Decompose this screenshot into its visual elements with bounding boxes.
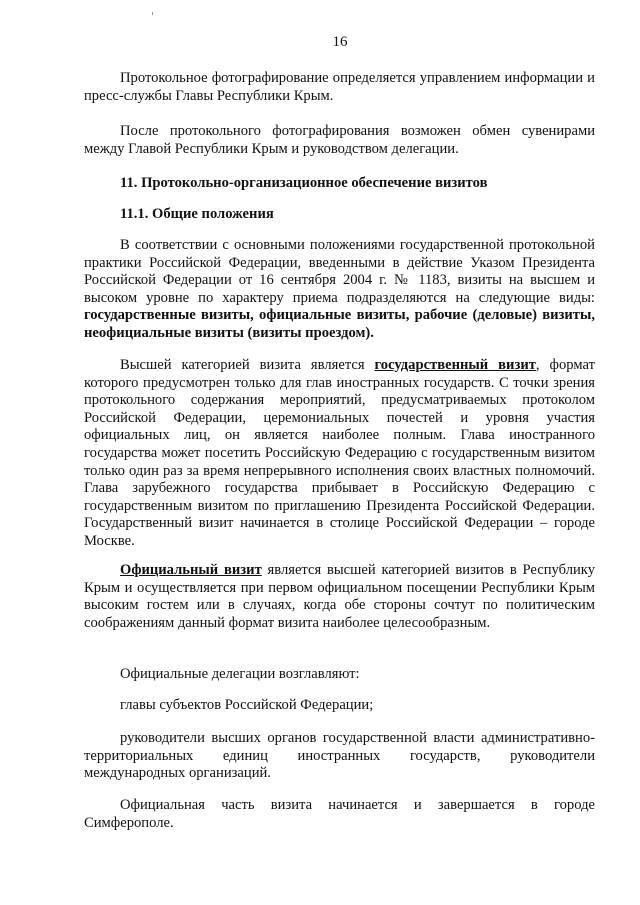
paragraph-authorities: руководители высших органов государственной власти административно-территориальных единиц иностранных государств, руководители международных организаций.: [84, 730, 595, 782]
state-visit-intro: Высшей категорией визита является: [120, 357, 375, 373]
page-number: 16: [332, 34, 348, 50]
visit-types-list: государственные визиты, официальные визиты, рабочие (деловые) визиты, неофициальные визиты (визиты проездом).: [84, 307, 595, 341]
section-heading-text: 11. Протокольно-организационное обеспечение визитов: [120, 175, 488, 191]
paragraph-state-visit: [84, 357, 595, 551]
section-heading: [84, 175, 595, 193]
subsection-heading: [84, 206, 595, 224]
subsection-heading-text: 11.1. Общие положения: [120, 206, 274, 222]
state-visit-body: , формат которого предусмотрен только для глав иностранных государств. С точки зрения протокольного содержания мероприятий, предусматриваемых протоколом Российской Федерации, церемониальных почестей и уровня участия официальных лиц, он является наиболее полным. Глава иностранного государства может посетить Российскую Федерацию с государственным визитом только один раз за время непрерывного исполнения своих властных полномочий. Глава зарубежного государства прибывает в Российскую Федерацию с государственным визитом по приглашению Президента Российской Федерации. Государственный визит начинается в столице Российской Федерации – городе Москве.: [84, 357, 595, 549]
paragraph-delegations-led: Официальные делегации возглавляют:: [120, 666, 360, 682]
paragraph-simferopol: Официальная часть визита начинается и завершается в городе Симферополе.: [84, 797, 595, 831]
paragraph-photography: Протокольное фотографирование определяется управлением информации и пресс-службы Главы Республики Крым.: [84, 70, 595, 104]
official-visit-body: является высшей категорией визитов в Республику Крым и осуществляется при первом официальном посещении Республики Крым высоким гостем или в случаях, когда обе стороны сочтут по политическим соображениям данный формат визита наиболее целесообразным.: [84, 562, 595, 631]
scan-mark: [152, 12, 153, 15]
state-visit-term: государственный визит: [374, 357, 536, 373]
paragraph-visit-types: [84, 237, 595, 343]
visit-types-intro: В соответствии с основными положениями государственной протокольной практики Российской Федерации, введенными в действие Указом Президента Российской Федерации от 16 сентября 2004 г. № 1183, визиты на высшем и высоком уровне по характеру приема подразделяются на следующие виды:: [84, 237, 595, 306]
official-visit-term: Официальный визит: [120, 562, 262, 578]
paragraph-official-visit: [84, 562, 595, 632]
paragraph-federation-heads: главы субъектов Российской Федерации;: [120, 697, 374, 713]
paragraph-souvenirs: После протокольного фотографирования возможен обмен сувенирами между Главой Республики Крым и руководством делегации.: [84, 123, 595, 157]
